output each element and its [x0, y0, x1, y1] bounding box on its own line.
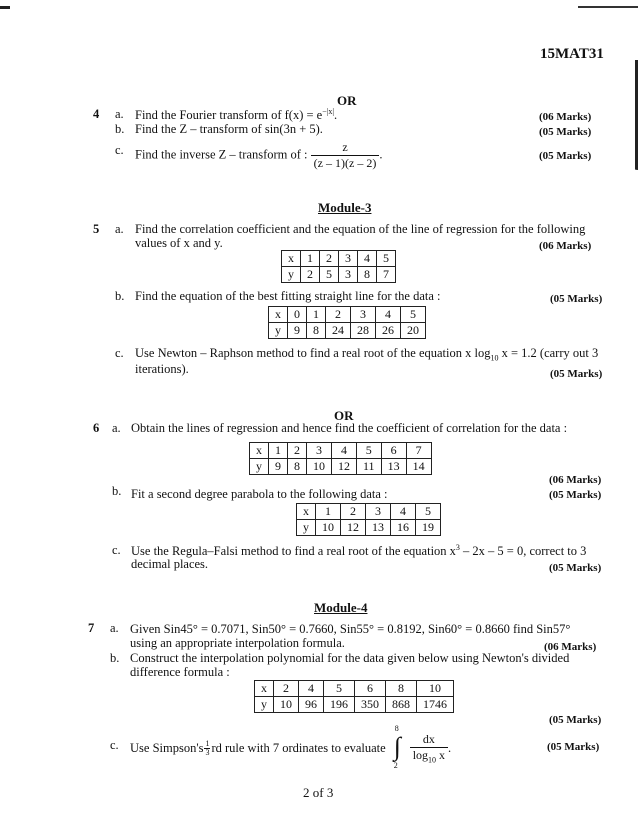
table-cell: x [269, 307, 288, 323]
q4a-marks: (06 Marks) [539, 111, 592, 123]
table-cell: 2 [288, 443, 307, 459]
table-cell: 10 [307, 459, 332, 475]
q7a-marks: (06 Marks) [544, 641, 597, 653]
q7c-label: c. [110, 738, 119, 752]
table-cell: 196 [324, 697, 355, 713]
q4b-text: Find the Z – transform of sin(3n + 5). [135, 122, 323, 136]
table-cell: 14 [406, 459, 431, 475]
table-cell: 12 [341, 520, 366, 536]
q6b-marks: (05 Marks) [549, 489, 602, 501]
table-cell: 28 [351, 323, 376, 339]
table-cell: 13 [366, 520, 391, 536]
q5c-marks: (05 Marks) [550, 368, 603, 380]
q5a-data-table [281, 250, 396, 283]
q5a-marks: (06 Marks) [539, 240, 592, 252]
or-heading-2: OR [334, 408, 354, 423]
table-cell: 868 [386, 697, 417, 713]
integral-sign: 8 ∫ 2 [393, 724, 401, 770]
table-cell: x [282, 251, 301, 267]
table-cell: y [269, 323, 288, 339]
q5a-line1: Find the correlation coefficient and the equation of the line of regression for the following [135, 222, 586, 236]
table-cell: y [282, 267, 301, 283]
table-cell: 6 [381, 443, 406, 459]
table-cell: 3 [339, 267, 358, 283]
q5b-data-table [268, 306, 426, 339]
table-row-y [269, 323, 426, 339]
q4c-label: c. [115, 143, 124, 157]
or-heading-1: OR [337, 93, 357, 108]
question-number-4: 4 [93, 107, 100, 121]
q6c-line1: Use the Regula–Falsi method to find a real root of the equation $x^3 - 2x - 5 = 0$, correct to 3 [131, 543, 587, 559]
q7b-data-table [254, 680, 454, 713]
table-cell: 7 [377, 267, 396, 283]
table-cell: 6 [355, 681, 386, 697]
table-cell: 7 [406, 443, 431, 459]
table-cell: 20 [401, 323, 426, 339]
table-row-y [250, 459, 432, 475]
q6c-label: c. [112, 543, 121, 557]
q6c-line2: decimal places. [131, 557, 209, 571]
table-cell: 24 [326, 323, 351, 339]
table-row-x [282, 251, 396, 267]
q7b-line1: Construct the interpolation polynomial for the data given below using Newton's divided [130, 651, 570, 665]
q7b-line2: difference formula : [130, 665, 230, 679]
table-cell: 10 [316, 520, 341, 536]
table-cell: 12 [332, 459, 357, 475]
table-cell: x [255, 681, 274, 697]
q6c-marks: (05 Marks) [549, 562, 602, 574]
q5a-label: a. [115, 222, 124, 236]
q5b-text: Find the equation of the best fitting straight line for the data : [135, 289, 441, 303]
scan-edge-right [629, 60, 638, 170]
q6a-label: a. [112, 421, 121, 435]
table-cell: 1 [269, 443, 288, 459]
table-row-y [255, 697, 454, 713]
table-cell: 19 [416, 520, 441, 536]
table-cell: y [250, 459, 269, 475]
q4b-marks: (05 Marks) [539, 126, 592, 138]
q6a-data-table [249, 442, 432, 475]
q7a-line2: using an appropriate interpolation formula. [130, 636, 345, 650]
scan-mark-top [578, 6, 638, 8]
table-cell: 2 [326, 307, 351, 323]
table-cell: 13 [381, 459, 406, 475]
table-cell: 1 [301, 251, 320, 267]
q5b-marks: (05 Marks) [550, 293, 603, 305]
table-cell: 4 [391, 504, 416, 520]
q4a-text: Find the Fourier transform of $f(x) = e^{-|x|}$. [135, 107, 338, 123]
q6b-text: Fit a second degree parabola to the following data : [131, 487, 388, 501]
table-row-x [269, 307, 426, 323]
q5c-line2: iterations). [135, 362, 189, 376]
table-cell: 1 [307, 307, 326, 323]
table-cell: 3 [339, 251, 358, 267]
q5c-line1: Use Newton – Raphson method to find a real root of the equation x $\log_{10} x = 1.2$ (carry out 3 [135, 346, 599, 363]
question-number-6: 6 [93, 421, 100, 435]
table-row-x [297, 504, 441, 520]
table-cell: 8 [386, 681, 417, 697]
table-cell: 3 [366, 504, 391, 520]
table-cell: 4 [299, 681, 324, 697]
q4c-text: Find the inverse Z – transform of : $\frac{z}{(z - 1)(z - 2)}$ . [135, 140, 383, 170]
module-3-heading: Module-3 [318, 200, 372, 215]
table-row-x [255, 681, 454, 697]
table-cell: 8 [358, 267, 377, 283]
page-number: 2 of 3 [303, 785, 334, 800]
table-cell: 3 [351, 307, 376, 323]
table-row-y [282, 267, 396, 283]
subject-code: 15MAT31 [540, 46, 604, 62]
q4a-label: a. [115, 107, 124, 121]
table-cell: 5 [416, 504, 441, 520]
table-cell: 4 [332, 443, 357, 459]
table-cell: 1746 [417, 697, 454, 713]
q5b-label: b. [115, 289, 125, 303]
table-cell: 2 [274, 681, 299, 697]
table-cell: 2 [320, 251, 339, 267]
table-cell: 8 [288, 459, 307, 475]
table-cell: 5 [357, 443, 382, 459]
q4c-marks: (05 Marks) [539, 150, 592, 162]
table-cell: 10 [274, 697, 299, 713]
q6a-text: Obtain the lines of regression and hence find the coefficient of correlation for the data : [131, 421, 568, 435]
table-cell: 26 [376, 323, 401, 339]
q5a-line2: values of x and y. [135, 236, 223, 250]
q4b-label: b. [115, 122, 125, 136]
table-cell: 2 [341, 504, 366, 520]
q7c-text: Use Simpson's $\frac{1}{3}$ rd rule with 7 ordinates to evaluate 8 ∫ 2 $\frac{dx}{\log_{10} x}$ . [130, 724, 452, 770]
table-cell: 1 [316, 504, 341, 520]
table-cell: 9 [269, 459, 288, 475]
table-cell: x [297, 504, 316, 520]
question-number-5: 5 [93, 222, 100, 236]
table-row-x [250, 443, 432, 459]
q7a-label: a. [110, 621, 119, 635]
scan-mark-left [0, 6, 10, 9]
table-cell: 2 [301, 267, 320, 283]
table-cell: 8 [307, 323, 326, 339]
table-cell: 5 [401, 307, 426, 323]
question-number-7: 7 [88, 621, 95, 635]
table-cell: 5 [377, 251, 396, 267]
table-cell: 9 [288, 323, 307, 339]
q5c-label: c. [115, 346, 124, 360]
table-cell: 11 [357, 459, 382, 475]
q7c-marks: (05 Marks) [547, 741, 600, 753]
table-row-y [297, 520, 441, 536]
table-cell: 4 [358, 251, 377, 267]
table-cell: 350 [355, 697, 386, 713]
table-cell: 10 [417, 681, 454, 697]
table-cell: 16 [391, 520, 416, 536]
table-cell: 5 [324, 681, 355, 697]
table-cell: x [250, 443, 269, 459]
q6b-label: b. [112, 484, 122, 498]
q7b-marks: (05 Marks) [549, 714, 602, 726]
q7b-label: b. [110, 651, 120, 665]
q7a-line1: Given Sin45° = 0.7071, Sin50° = 0.7660, Sin55° = 0.8192, Sin60° = 0.8660 find Sin57° [130, 622, 571, 636]
q6b-data-table [296, 503, 441, 536]
integrand: $\frac{dx}{\log_{10} x}$ [410, 732, 448, 764]
table-cell: 96 [299, 697, 324, 713]
q6a-marks: (06 Marks) [549, 474, 602, 486]
table-cell: 3 [307, 443, 332, 459]
module-4-heading: Module-4 [314, 600, 368, 615]
table-cell: y [255, 697, 274, 713]
table-cell: 4 [376, 307, 401, 323]
table-cell: y [297, 520, 316, 536]
table-cell: 5 [320, 267, 339, 283]
table-cell: 0 [288, 307, 307, 323]
